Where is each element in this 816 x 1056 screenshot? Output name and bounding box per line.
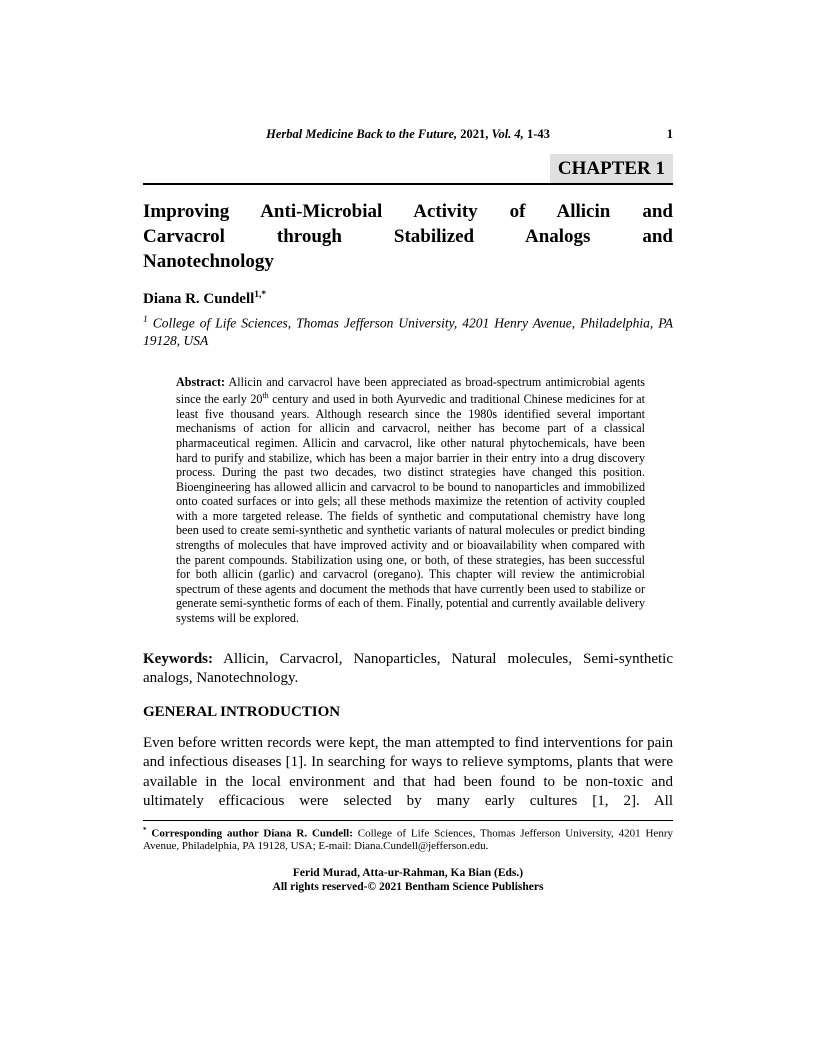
chapter-rule [143,154,673,185]
running-head-pages: 1-43 [523,127,550,141]
publisher-footer [143,866,673,894]
article-title-line-2: Carvacrol through Stabilized Analogs and [143,226,673,247]
keywords [143,650,673,688]
abstract-label: Abstract: [176,374,226,389]
abstract [176,375,645,626]
article-title-line-3: Nanotechnology [143,251,274,272]
abstract-text-2: century and used in both Ayurvedic and traditional Chinese medicines for at least five thousand years. Although research since the 1980s identified several important mechanisms of action for allicin and carvacrol, neither has become part of a classical pharmaceutical regimen. Allicin and carvacrol, like other natural phytochemicals, have been hard to purify and stabilize, which has been a major barrier in their entry into a drug discovery process. During the past two decades, two distinct strategies have changed this position. Bioengineering has allowed allicin and carvacrol to be bound to nanoparticles and immobilized onto coated surfaces or into gels; all these methods maximize the retention of activity coupled with a more targeted release. The fields of synthetic and computational chemistry have long been used to create semi-synthetic and synthetic variants of natural molecules or predict binding strengths of molecules that have improved activity and or bioavailability when compared with the parent compounds. Stabilization using one, or both, of these strategies, has been successful for both allicin (garlic) and carvacrol (oregano). This chapter will review the antimicrobial spectrum of these agents and document the methods that have currently been used to stabilize or generate semi-synthetic forms of each of them. Finally, potential and currently available delivery systems will be explored. [176,392,645,626]
footnote-label: Corresponding author Diana R. Cundell: [146,827,353,840]
keywords-label: Keywords: [143,650,213,667]
author-affiliation-marker: 1,* [254,290,267,300]
running-head [143,126,673,142]
affiliation [143,312,673,349]
page-number: 1 [666,127,673,141]
footnote-divider [143,820,673,821]
abstract-text-1: Allicin and carvacrol have been appreciated as broad-spectrum antimicrobial agents since the early 20 [176,374,645,407]
footnote-text: College of Life Sciences, Thomas Jefferson University, 4201 Henry Avenue, Philadelphia, PA 19128, USA; E-mail: Diana.Cundell@jefferson.edu. [143,827,673,853]
author-line [143,286,673,309]
abstract-superscript-th: th [262,391,269,401]
corresponding-author-footnote [143,824,673,854]
article-title [143,199,673,274]
running-head-volume: Vol. 4, [491,127,524,141]
intro-paragraph: Even before written records were kept, the man attempted to find interventions for pain and infectious diseases [1]. In searching for ways to relieve symptoms, plants that were available in the local environment and that had been found to be non-toxic and ultimately efficacious were selected by many early cultures [1, 2]. All [143,734,673,810]
running-head-journal-title: Herbal Medicine Back to the Future, [266,127,458,141]
affiliation-marker: 1 [143,315,148,325]
article-title-line-1: Improving Anti-Microbial Activity of Allicin and [143,201,673,222]
author-name: Diana R. Cundell [143,291,255,307]
copyright-line: All rights reserved-© 2021 Bentham Science Publishers [272,881,544,894]
running-head-year: 2021, [457,127,492,141]
affiliation-text: College of Life Sciences, Thomas Jefferson University, 4201 Henry Avenue, Philadelphia, PA 19128, USA [143,315,673,348]
section-heading-general-introduction: GENERAL INTRODUCTION [143,703,341,720]
keywords-text: Allicin, Carvacrol, Nanoparticles, Natural molecules, Semi-synthetic analogs, Nanotechnology. [143,650,673,686]
footnote-asterisk: * [143,825,147,834]
running-head-journal [266,127,550,141]
chapter-badge: CHAPTER 1 [550,154,673,183]
editors-line: Ferid Murad, Atta-ur-Rahman, Ka Bian (Eds.) [292,867,524,880]
